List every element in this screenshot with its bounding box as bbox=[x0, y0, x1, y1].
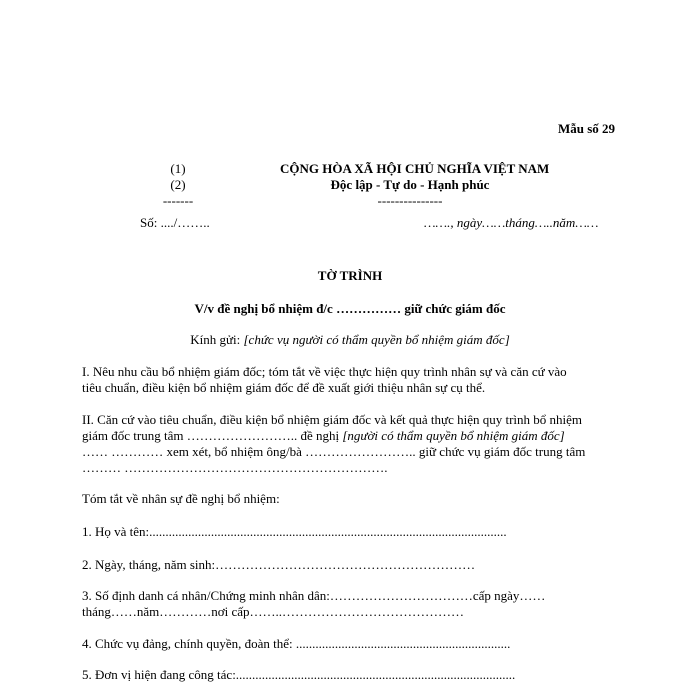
document-number: Số: ..../…….. bbox=[140, 215, 210, 230]
document-title: TỜ TRÌNH bbox=[317, 268, 383, 283]
section2-line2-text: giám đốc trung tâm …………………….. đề nghị bbox=[82, 428, 340, 443]
field-full-name: 1. Họ và tên:.............................................................................................................. bbox=[82, 524, 507, 539]
motto-rule: --------------- bbox=[377, 193, 443, 208]
agency-line-1: (1) bbox=[170, 161, 186, 176]
recipient-prefix: Kính gửi: bbox=[190, 332, 241, 347]
agency-line-2: (2) bbox=[170, 177, 186, 192]
recipient-line bbox=[100, 332, 600, 348]
section2-line3: …… ………… xem xét, bổ nhiệm ông/bà …………………….. giữ chức vụ giám đốc trung tâm bbox=[82, 444, 586, 459]
section2-line2 bbox=[82, 428, 565, 444]
country-name: CỘNG HÒA XÃ HỘI CHỦ NGHĨA VIỆT NAM bbox=[280, 161, 550, 176]
recipient-value: [chức vụ người có thẩm quyền bổ nhiệm giám đốc] bbox=[243, 332, 510, 347]
form-code: Mẫu số 29 bbox=[558, 121, 616, 136]
summary-label: Tóm tắt về nhân sự đề nghị bổ nhiệm: bbox=[82, 491, 280, 506]
agency-rule: ------- bbox=[162, 193, 194, 208]
national-motto: Độc lập - Tự do - Hạnh phúc bbox=[330, 177, 490, 192]
field-id-number: 3. Số định danh cá nhân/Chứng minh nhân dân:……………………………cấp ngày…… bbox=[82, 588, 546, 603]
field-id-issue: tháng……năm…………nơi cấp……..…………………………………… bbox=[82, 604, 465, 619]
section2-line1: II. Căn cứ vào tiêu chuẩn, điều kiện bổ nhiệm giám đốc và kết quả thực hiện quy trình bổ nhiệm bbox=[82, 412, 583, 427]
field-positions: 4. Chức vụ đảng, chính quyền, đoàn thể: .................................................................. bbox=[82, 636, 511, 651]
section2-line4: ……… ……………………………………………………. bbox=[82, 460, 388, 475]
section1-line1: I. Nêu nhu cầu bổ nhiệm giám đốc; tóm tắt về việc thực hiện quy trình nhân sự và căn cứ vào bbox=[82, 364, 567, 379]
document-subject: V/v đề nghị bổ nhiệm đ/c …………… giữ chức giám đốc bbox=[194, 301, 506, 316]
section2-line2-authority: [người có thẩm quyền bổ nhiệm giám đốc] bbox=[342, 428, 565, 443]
place-date: ……., ngày……tháng…..năm…… bbox=[424, 215, 599, 230]
field-workplace: 5. Đơn vị hiện đang công tác:...................................................................................... bbox=[82, 667, 516, 682]
section1-line2: tiêu chuẩn, điều kiện bổ nhiệm giám đốc để đề xuất giới thiệu nhân sự cụ thể. bbox=[82, 380, 486, 395]
field-birth-date: 2. Ngày, tháng, năm sinh:…………………………………………………… bbox=[82, 557, 476, 572]
